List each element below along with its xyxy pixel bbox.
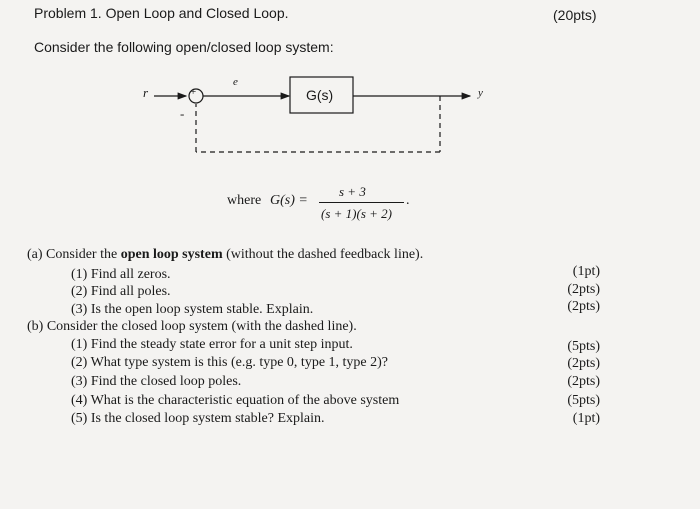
part-a-item-points: (2pts) (567, 299, 600, 314)
problem-title: Problem 1. Open Loop and Closed Loop. (34, 5, 289, 21)
part-a-heading-post: (without the dashed feedback line). (222, 247, 424, 262)
block-diagram (0, 0, 700, 240)
sum-plus-sign: + (190, 86, 197, 98)
part-b-item-points: (2pts) (567, 356, 600, 371)
intro-text: Consider the following open/closed loop system: (34, 39, 334, 55)
part-b-item-points: (1pt) (572, 411, 600, 426)
part-b-item: (4) What is the characteristic equation of the above system (71, 393, 400, 408)
part-a-item: (2) Find all poles. (71, 284, 171, 299)
part-b-item-points: (5pts) (567, 393, 600, 408)
part-b-item: (2) What type system is this (e.g. type 0, type 1, type 2)? (71, 355, 389, 370)
problem-points: (20pts) (553, 7, 597, 23)
part-b-item: (1) Find the steady state error for a unit step input. (71, 337, 353, 352)
tf-period: . (406, 193, 410, 208)
part-a-item-points: (2pts) (567, 282, 600, 297)
part-b-heading: (b) Consider the closed loop system (with the dashed line). (27, 319, 357, 334)
part-a-item: (1) Find all zeros. (71, 267, 171, 282)
part-b-item: (3) Find the closed loop poles. (71, 374, 242, 389)
output-label: y (478, 87, 483, 99)
part-b-item: (5) Is the closed loop system stable? Explain. (71, 411, 325, 426)
error-label: e (233, 76, 238, 88)
part-a-heading (27, 247, 423, 263)
part-b-item-points: (5pts) (567, 339, 600, 354)
sum-minus-sign: - (180, 106, 185, 121)
part-b-item-points: (2pts) (567, 374, 600, 389)
input-label: r (143, 85, 149, 100)
part-a-heading-pre: (a) Consider the (27, 247, 121, 262)
part-a-heading-bold: open loop system (120, 247, 223, 262)
part-a-item: (3) Is the open loop system stable. Explain. (71, 302, 314, 317)
tf-numerator: s + 3 (339, 184, 366, 199)
block-label: G(s) (306, 87, 334, 103)
where-word: where (227, 193, 262, 208)
tf-lhs: G(s) = (270, 193, 308, 208)
tf-fraction-bar (319, 202, 404, 203)
tf-denominator: (s + 1)(s + 2) (321, 206, 392, 221)
part-a-item-points: (1pt) (572, 264, 600, 279)
